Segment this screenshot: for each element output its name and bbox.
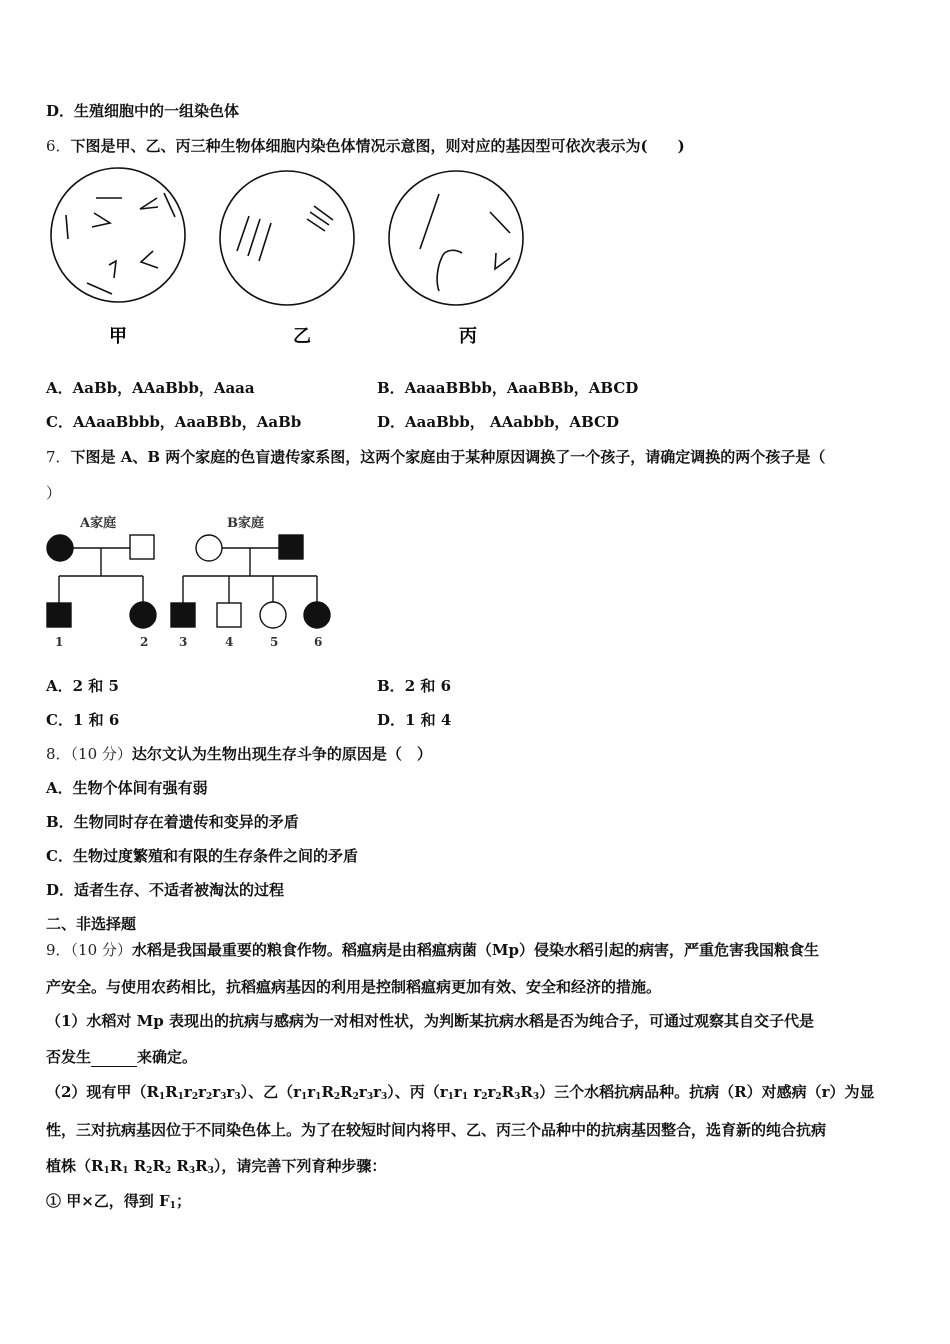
option-label: C． bbox=[46, 847, 73, 865]
q6-option-b[interactable] bbox=[377, 378, 638, 398]
option-text: 适者生存、不适者被淘汰的过程 bbox=[74, 881, 285, 899]
option-text: 生物同时存在着遗传和变异的矛盾 bbox=[73, 813, 299, 831]
option-text: AaBb，AAaBbb，Aaaa bbox=[72, 379, 255, 397]
option-label: A． bbox=[46, 677, 73, 695]
child-number: 2 bbox=[140, 635, 149, 649]
section-title: 二、非选择题 bbox=[46, 915, 137, 933]
q9-step1: ① 甲×乙，得到 $F_1$； bbox=[46, 1192, 191, 1211]
question-number: 6． bbox=[46, 137, 71, 155]
q6-option-d[interactable] bbox=[377, 412, 619, 432]
option-label: B． bbox=[377, 677, 405, 695]
family-a-label: A家庭 bbox=[80, 516, 117, 531]
q9-part2-line1: （2）现有甲$(R_1R_1r_2r_2r_3r_3)$、乙$(r_1r_1R_2R_2r_3r_3)$、丙（$r_1r_1$ $r_2r_2R_3R_3$）三个水稻抗病品种。抗病（R）对感病（r）为显 bbox=[46, 1083, 875, 1102]
text: 来确定。 bbox=[137, 1048, 198, 1066]
option-text: 1 和 6 bbox=[72, 711, 120, 729]
option-text: 2 和 5 bbox=[72, 677, 119, 695]
child-number: 5 bbox=[270, 635, 279, 649]
q7-option-c[interactable] bbox=[46, 710, 119, 730]
q9-part2-line2: 性，三对抗病基因位于不同染色体上。为了在较短时间内将甲、乙、丙三个品种中的抗病基因整合，选育新的纯合抗病 bbox=[46, 1121, 827, 1139]
option-text: AAaaBbbb，AaaBBb，AaBb bbox=[72, 413, 302, 431]
q7-stem bbox=[46, 447, 825, 467]
option-label: D． bbox=[46, 881, 75, 899]
q6-option-a[interactable] bbox=[46, 378, 255, 398]
chromosome-figure bbox=[50, 165, 540, 355]
q8-stem bbox=[46, 744, 432, 764]
child-number: 3 bbox=[179, 635, 188, 649]
text: 否发生 bbox=[46, 1048, 92, 1066]
q9-part1-line1: （1）水稻对 Mp 表现出的抗病与感病为一对相对性状，为判断某抗病水稻是否为纯合子，可通过观察其自交子代是 bbox=[46, 1012, 814, 1030]
option-label: C． bbox=[46, 413, 73, 431]
option-label: D． bbox=[46, 102, 75, 120]
question-score: （10 分） bbox=[70, 941, 132, 959]
q7-stem-close bbox=[46, 483, 61, 503]
option-label: A． bbox=[46, 379, 73, 397]
q9-intro-line1 bbox=[46, 940, 819, 960]
pedigree-figure bbox=[40, 505, 340, 655]
option-label: D． bbox=[377, 711, 406, 729]
question-stem: 下图是 A、B 两个家庭的色盲遗传家系图，这两个家庭由于某种原因调换了一个孩子，请确定调换的两个孩子是（ bbox=[70, 448, 826, 466]
q8-option-a[interactable] bbox=[46, 778, 208, 798]
family-b-label: B家庭 bbox=[227, 516, 264, 531]
question-stem: 下图是甲、乙、丙三种生物体细胞内染色体情况示意图，则对应的基因型可依次表示为( ) bbox=[70, 137, 685, 155]
question-number: 9． bbox=[46, 941, 71, 959]
figure-label-yi: 乙 bbox=[293, 326, 311, 347]
q8-option-d[interactable] bbox=[46, 880, 284, 900]
child-number: 6 bbox=[314, 635, 323, 649]
q8-option-c[interactable] bbox=[46, 846, 358, 866]
question-intro: 水稻是我国最重要的粮食作物。稻瘟病是由稻瘟病菌（Mp）侵染水稻引起的病害，严重危害我国粮食生 bbox=[131, 941, 820, 959]
option-text: 2 和 6 bbox=[404, 677, 452, 695]
q5-option-d bbox=[46, 101, 239, 121]
q8-option-b[interactable] bbox=[46, 812, 299, 832]
option-label: D． bbox=[377, 413, 406, 431]
option-label: C． bbox=[46, 711, 73, 729]
option-label: A． bbox=[46, 779, 73, 797]
figure-label-bing: 丙 bbox=[459, 326, 477, 347]
q7-option-b[interactable] bbox=[377, 676, 451, 696]
option-text: 生殖细胞中的一组染色体 bbox=[74, 102, 240, 120]
question-number: 8． bbox=[46, 745, 71, 763]
answer-blank[interactable] bbox=[91, 1052, 137, 1067]
question-number: 7． bbox=[46, 448, 71, 466]
q9-intro-line2: 产安全。与使用农药相比，抗稻瘟病基因的利用是控制稻瘟病更加有效、安全和经济的措施。 bbox=[46, 978, 662, 996]
q6-stem bbox=[46, 136, 685, 156]
option-text: 1 和 4 bbox=[405, 711, 452, 729]
option-text: AaaBbb， AAabbb，ABCD bbox=[405, 413, 619, 431]
child-number: 1 bbox=[55, 635, 64, 649]
option-text: 生物过度繁殖和有限的生存条件之间的矛盾 bbox=[72, 847, 358, 865]
question-score: （10 分） bbox=[70, 745, 132, 763]
q7-option-d[interactable] bbox=[377, 710, 451, 730]
child-number: 4 bbox=[225, 635, 234, 649]
q9-part1-line2 bbox=[46, 1047, 197, 1067]
option-label: B． bbox=[377, 379, 405, 397]
option-text: 生物个体间有强有弱 bbox=[72, 779, 208, 797]
option-text: AaaaBBbb，AaaBBb，ABCD bbox=[404, 379, 639, 397]
q7-option-a[interactable] bbox=[46, 676, 119, 696]
q6-option-c[interactable] bbox=[46, 412, 301, 432]
figure-label-jia: 甲 bbox=[109, 326, 127, 347]
q9-part2-line3: 植株（$R_1R_1$ $R_2R_2$ $R_3R_3$），请完善下列育种步骤： bbox=[46, 1157, 387, 1176]
closing-paren: ） bbox=[46, 484, 62, 502]
question-stem: 达尔文认为生物出现生存斗争的原因是（ ） bbox=[131, 745, 432, 763]
option-label: B． bbox=[46, 813, 74, 831]
